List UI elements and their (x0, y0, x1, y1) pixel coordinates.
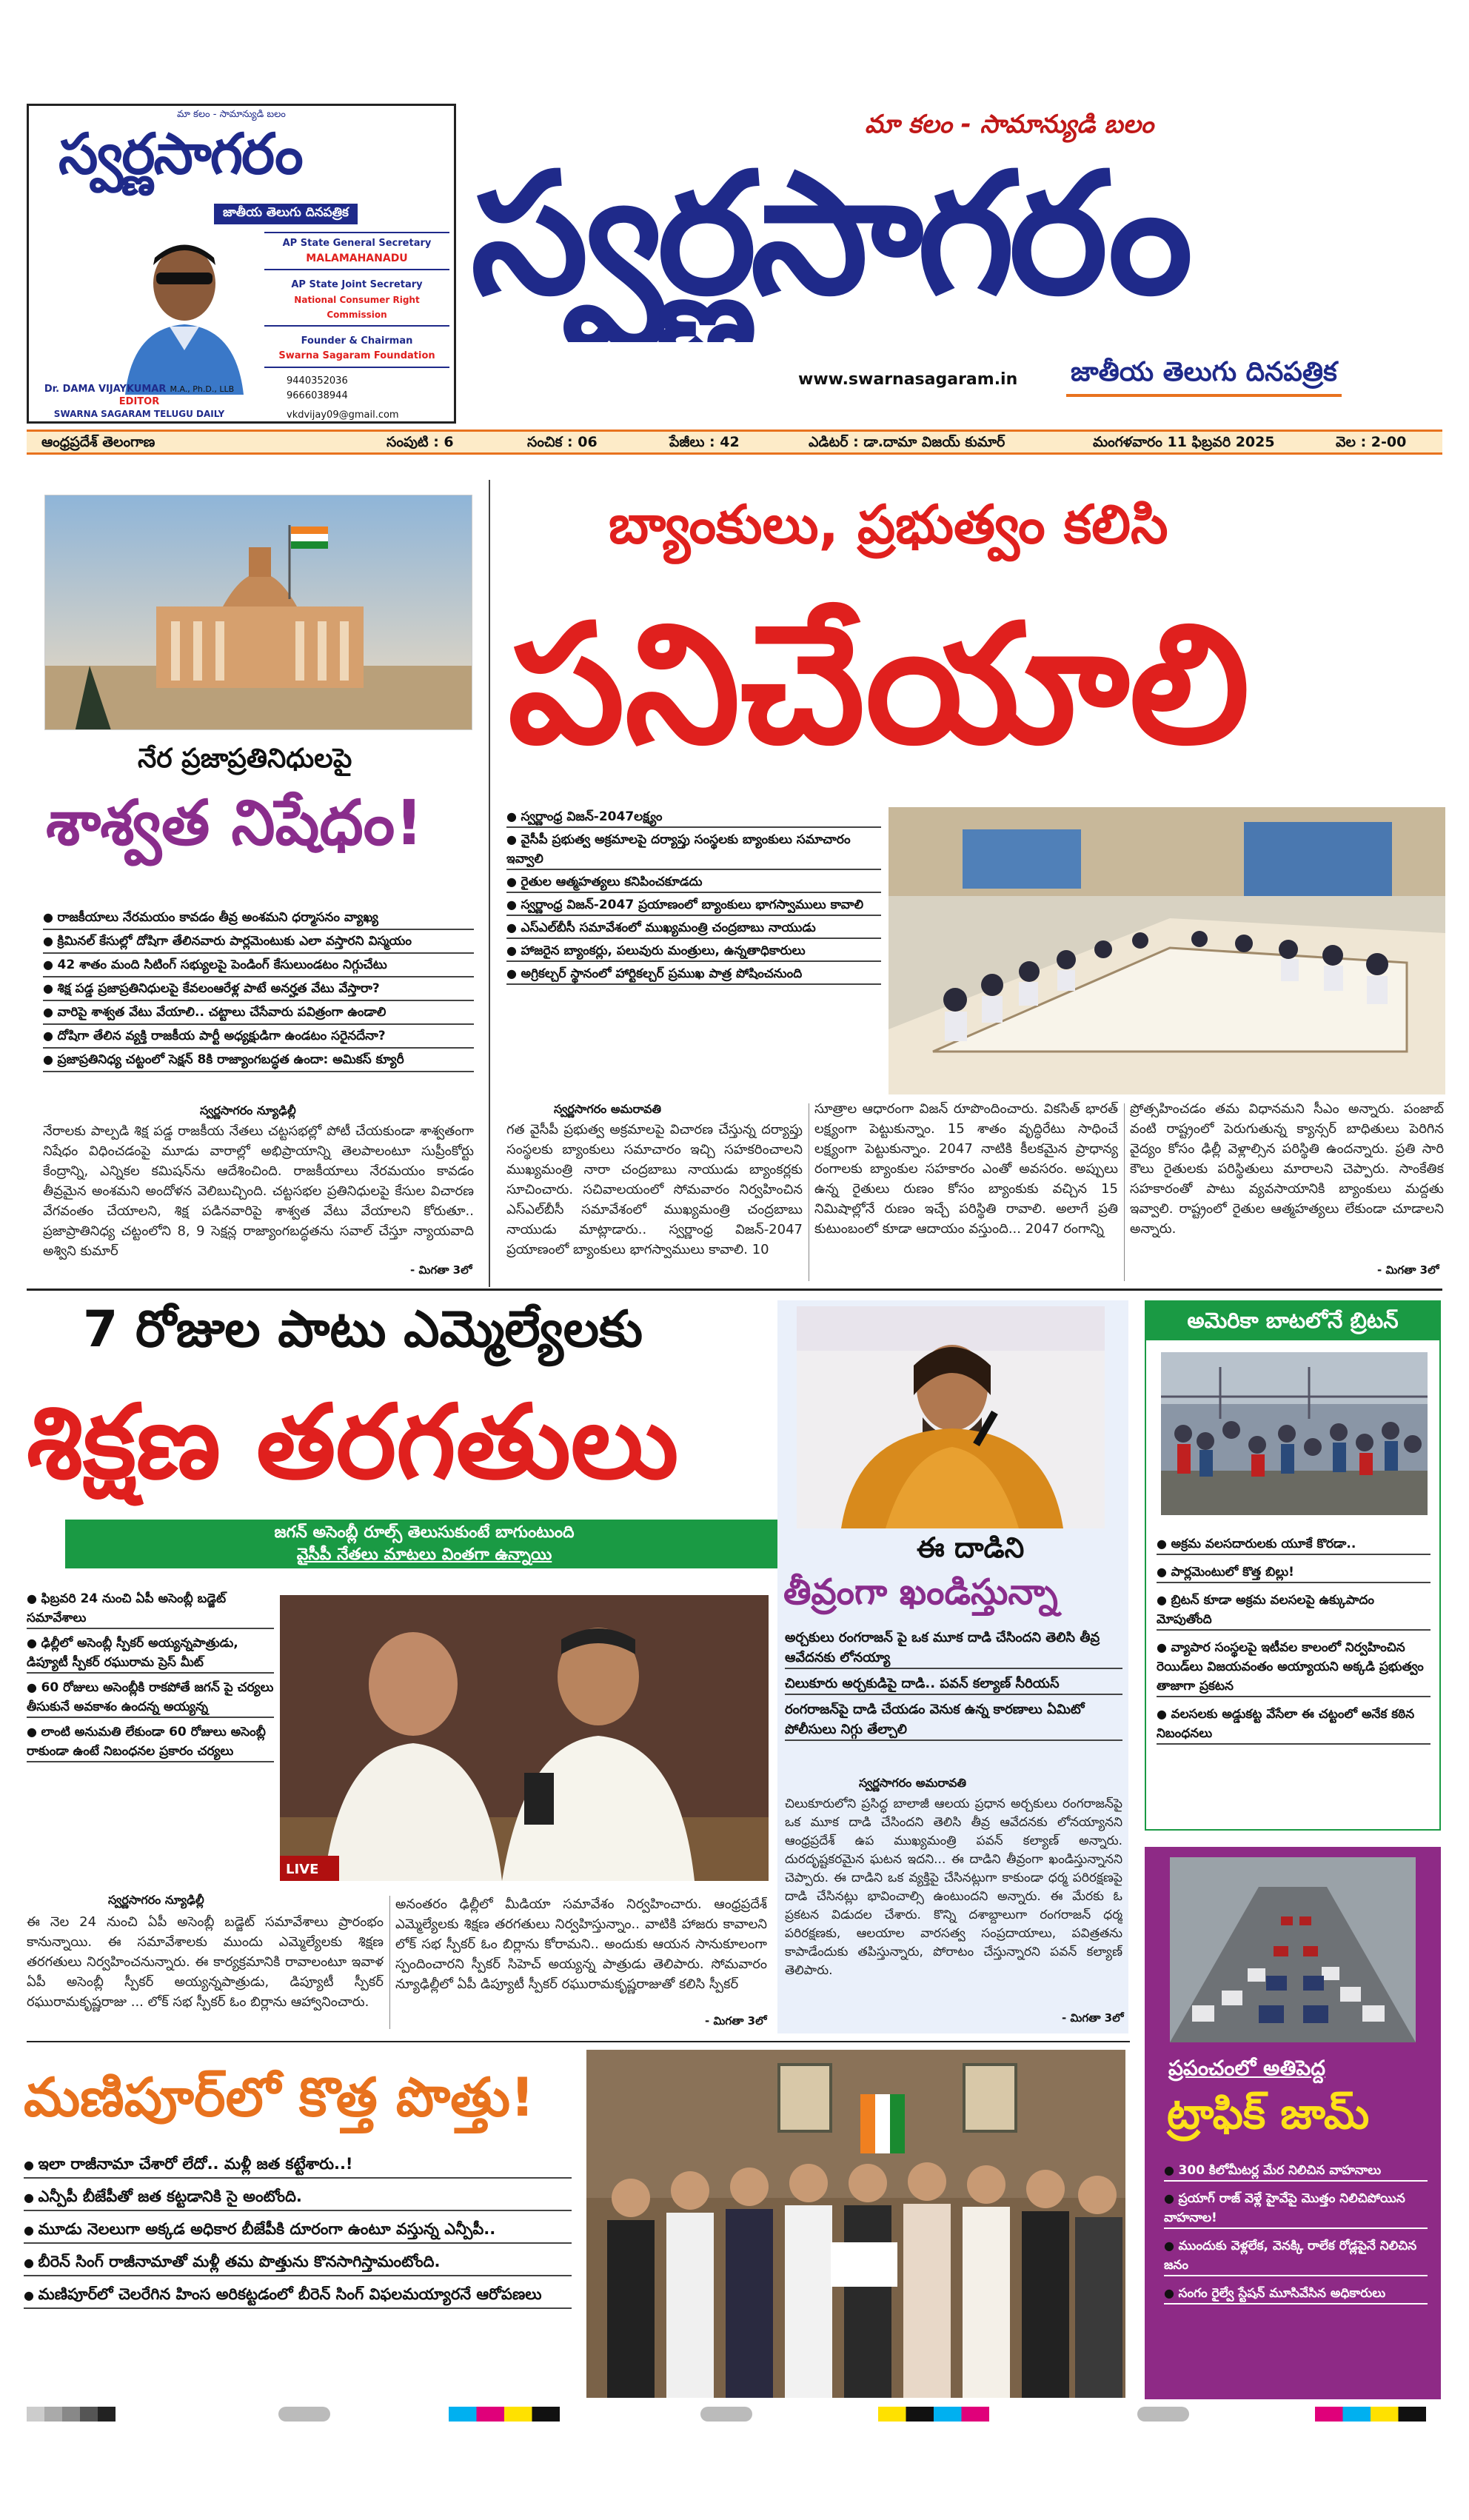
manipur-bullet: ● మూడు నెలలుగా అక్కడ అధికార బీజేపీకి దూరంగా ఉంటూ వస్తున్న ఎన్పీపీ.. (24, 2217, 572, 2244)
masthead-tagline: మా కలం - సామాన్యుడి బలం (865, 110, 1154, 139)
info-price: వెల : 2-00 (1336, 434, 1407, 450)
info-issue: సంచిక : 06 (527, 434, 598, 450)
lead-bullet: ● రైతుల ఆత్మహత్యలు కనిపించకూడదు (506, 872, 881, 893)
pawan-headline: తీవ్రంగా ఖండిస్తున్నా (783, 1571, 1058, 1613)
lead-bullet: ● స్వర్ణాంధ్ర విజన్-2047లక్ష్యం (506, 807, 881, 828)
ad-person: Dr. DAMA VIJAYKUMAR (44, 384, 167, 395)
ad-logo: స్వర్ణసాగరం (58, 121, 302, 187)
lead-bullet: ● స్వర్ణాంధ్ర విజన్-2047 ప్రయాణంలో బ్యాంకులు భాగస్వాములు కావాలి (506, 895, 881, 916)
masthead-website: www.swarnasagaram.in (798, 370, 1018, 389)
mla-dateline: స్వర్ణసాగరం న్యూఢిల్లీ (108, 1893, 204, 1907)
ad-tagline: మా కలం - సామాన్యుడి బలం (177, 109, 286, 120)
sc-contd: - మిగతా 3లో (406, 1263, 472, 1280)
ad-role3: Founder & Chairman (301, 335, 413, 347)
ad-daily: SWARNA SAGARAM TELUGU DAILY (53, 409, 225, 419)
sc-dateline: స్వర్ణసాగరం న్యూఢిల్లీ (200, 1103, 296, 1117)
info-pages: పేజీలు : 42 (669, 434, 740, 450)
ad-role2: AP State Joint Secretary (291, 279, 423, 290)
ad-phone2: 9666038944 (287, 390, 348, 401)
britain-bullet: ● వలసలకు అడ్డుకట్ట వేసేలా ఈ చట్టంలో అనేక కఠిన నిబంధనలు (1157, 1705, 1430, 1745)
traffic-bullet: ● సంగం రైల్వే స్టేషన్ మూసివేసిన అధికారులు (1164, 2284, 1428, 2305)
lead-bullet: ● అగ్రికల్చర్ స్థానంలో హార్టికల్చర్ ప్రముఖ పాత్ర పోషించనుంది (506, 964, 881, 985)
column-divider (1124, 1103, 1125, 1281)
sc-kicker: నేర ప్రజాప్రతినిధులపై (138, 743, 352, 774)
sc-body: నేరాలకు పాల్పడి శిక్ష పడ్డ రాజకీయ నేతలు చట్టసభల్లో పోటీ చేయకుండా శాశ్వతంగా నిషేధం విధించడంపై మూడు వారాల్లో అభిప్రాయాన్ని తెలపాలంటూ సుప్రీంకోర్టు కేంద్రాన్ని, ఎన్నికల కమిషన్‌ను ఆదేశించింది. రాజకీయాలు నేరమయం కావడం తీవ్రమైన అంశమని అందోళన వెలిబుచ్చింది. చట్టసభల ప్రతినిధులపై కేసుల విచారణ వేగవంతం చేయాలని, శిక్ష పడినవారిపై శాశ్వత వేటు వేయాలని కోరుతూ.. ప్రజాప్రాతినిధ్య చట్టంలోని 8, 9 సెక్షన్ల రాజ్యాంగబద్ధతను సవాల్ చేస్తూ న్యాయవాది అశ్విని కుమార్ (43, 1123, 474, 1259)
traffic-bullet: ● ముందుకు వెళ్లలేక, వెనక్కి రాలేక రోడ్లపైనే నిలిచిన జనం (1164, 2236, 1428, 2276)
mla-contd: - మిగతా 3లో (700, 2014, 767, 2031)
sc-bullet: ● శిక్ష పడ్డ ప్రజాప్రతినిధులపై కేవలంఆరేళ్ల పాటే అనర్హత వేటు వేస్తారా? (43, 977, 474, 1001)
lead-headline: పనిచేయాలి (508, 589, 1250, 781)
traffic-bullets (1164, 2161, 1428, 2305)
manipur-bullet: ● ఇలా రాజీనామా చేశారో లేదో.. మళ్లీ జత కట్టేశారు..! (24, 2152, 572, 2179)
section-divider (27, 1289, 1442, 1291)
lead-bullets (506, 807, 881, 985)
lead-bullet: ● ఎస్‌ఎల్‌బీసీ సమావేశంలో ముఖ్యమంత్రి చంద్రబాబు నాయుడు (506, 918, 881, 939)
masthead-logo: స్వర్ణసాగరం (471, 137, 1188, 332)
traffic-photo (1170, 1857, 1416, 2042)
pawan-bullets (785, 1628, 1122, 1741)
lead-dateline: స్వర్ణసాగరం అమరావతి (554, 1102, 661, 1116)
lead-contd: - మిగతా 3లో (1377, 1263, 1439, 1277)
lead-bullet: ● వైసీపీ ప్రభుత్వ అక్రమాలపై దర్యాప్తు సంస్థలకు బ్యాంకులు సమాచారం ఇవ్వాలి (506, 830, 881, 870)
lead-col1: గత వైసీపీ ప్రభుత్వ అక్రమాలపై విచారణ చేస్తున్న దర్యాప్తు సంస్థలకు బ్యాంకులు సమాచారం ఇచ్చి సహకరించాలని ముఖ్యమంత్రి నారా చంద్రబాబు నాయుడు బ్యాంకర్లకు సూచించారు. సచివాలయంలో సోమవారం నిర్వహించిన ఎస్‌ఎల్‌బీసీ సమావేశంలో ముఖ్యమంత్రి చంద్రబాబు నాయుడు మాట్లాడారు.. స్వర్ణాంధ్ర విజన్-2047 ప్రయాణంలో బ్యాంకులు భాగస్వాములు కావాలి. 10 (506, 1122, 803, 1257)
supreme-court-photo (44, 495, 472, 730)
mla-bullet: ● 60 రోజులు అసెంబ్లీకి రాకపోతే జగన్ పై చర్యలు తీసుకునే అవకాశం ఉందన్న అయ్యన్న (27, 1678, 274, 1718)
svg-text:LIVE: LIVE (286, 1862, 319, 1877)
migrants-photo (1161, 1352, 1428, 1515)
sc-bullets (43, 906, 474, 1072)
ad-subtitle: జాతీయ తెలుగు దినపత్రిక (214, 204, 358, 224)
lead-col2: సూత్రాల ఆధారంగా విజన్ రూపొందించారు. వికసిత్ భారత్ లక్ష్యంగా పెట్టుకున్నాం. 15 శాతం వృద్ధిరేటు సాధించే లక్ష్యంగా పెట్టుకున్నాం. 2047 నాటికి కీలకమైన ప్రాధాన్య రంగాలకు బ్యాంకుల సహకారం ఎంతో అవసరం. అప్పులు ఉన్న రైతులు రుణం కోసం బ్యాంకుకు వచ్చిన 15 నిమిషాల్లోనే రుణం ఇచ్చే పరిస్థితి రావాలి. అలాగే ప్రతి కుటుంబంలో కూడా ఆదాయం వస్తుంది... 2047 రంగాన్ని (814, 1101, 1118, 1237)
pawan-body: చిలుకూరులోని ప్రసిద్ధ బాలాజీ ఆలయ ప్రధాన అర్చకులు రంగరాజన్‌పై ఒక మూక దాడి చేసిందని తెలిసి తీవ్ర ఆవేదనకు లోనయ్యానని ఆంధ్రప్రదేశ్ ఉప ముఖ్యమంత్రి పవన్ కల్యాణ్ అన్నారు. దురదృష్టకరమైన ఘటన ఇదని... ఈ దాడిని తీవ్రంగా ఖండిస్తున్నానని చెప్పారు. ఈ దాడిని ఒక వ్యక్తిపై చేసినట్లుగా కాకుండా ధర్మ పరిరక్షణపై దాడి చేసినట్లు భావించాల్సి ఉంటుందని అన్నారు. ఈ మేరకు ఓ ప్రకటన విడుదల చేశారు. కొన్ని దశాబ్దాలుగా రంగరాజన్ ధర్మ పరిరక్షణకు, ఆలయాల వారసత్వ సంప్రదాయాలు, పవిత్రతను కాపాడేందుకు తపిస్తున్నారు, పోరాటం చేస్తున్నారని పవన్ కల్యాణ్ తెలిపారు. (785, 1797, 1122, 1978)
manipur-bullet: ● మణిపూర్‌లో చెలరేగిన హింస అరికట్టడంలో బీరెన్ సింగ్ విఫలమయ్యారనే ఆరోపణలు (24, 2282, 572, 2309)
mla-kicker: 7 రోజుల పాటు ఎమ్మెల్యేలకు (83, 1300, 643, 1359)
ad-role1: AP State General Secretary (282, 238, 432, 249)
ad-roles (264, 232, 449, 423)
meeting-photo (889, 807, 1445, 1094)
masthead-subtitle: జాతీయ తెలుగు దినపత్రిక (1066, 357, 1342, 397)
ad-email: vkdvijay09@gmail.com (287, 410, 399, 421)
britain-bullets (1157, 1534, 1430, 1745)
ad-phone1: 9440352036 (287, 375, 348, 387)
britain-bullet: ● వ్యాపార సంస్థలపై ఇటీవల కాలంలో నిర్వహించిన రెయిడ్‌లు విజయవంతం అయ్యాయని అక్కడి ప్రభుత్వం తాజాగా ప్రకటన (1157, 1638, 1430, 1697)
mla-headline: శిక్షణ తరగతులు (27, 1383, 679, 1502)
traffic-bullet: ● ప్రయాగ్ రాజ్ వెళ్లే హైవేపై మొత్తం నిలిచిపోయిన వాహనాల! (1164, 2189, 1428, 2229)
mla-strap1: జగన్ అసెంబ్లీ రూల్స్ తెలుసుకుంటే బాగుంటుంది (274, 1523, 575, 1542)
ad-org2: National Consumer Right Commission (294, 295, 420, 320)
mla-strap (65, 1520, 783, 1568)
mla-bullet: ● ఫిబ్రవరి 24 నుంచి ఏపీ అసెంబ్లీ బడ్జెట్ సమావేశాలు (27, 1589, 274, 1629)
sc-bullet: ● దోషిగా తేలిన వ్యక్తి రాజకీయ పార్టీ అధ్యక్షుడిగా ఉండటం సరైనదేనా? (43, 1025, 474, 1049)
ad-degree: M.A., Ph.D., LLB (170, 384, 235, 394)
manipur-bullet: ● బీరెన్ సింగ్ రాజీనామాతో మళ్లీ తమ పొత్తును కొనసాగిస్తామంటోంది. (24, 2250, 572, 2276)
mla-bullet: ● లాంటి అనుమతి లేకుండా 60 రోజులు అసెంబ్లీ రాకుండా ఉంటే నిబంధనల ప్రకారం చర్యలు (27, 1722, 274, 1762)
sc-bullet: ● ప్రజాప్రతినిధ్య చట్టంలో సెక్షన్ 8కి రాజ్యాంగబద్ధత ఉందా: అమికస్ క్యూరీ (43, 1049, 474, 1072)
sc-bullet: ● 42 శాతం మంది సిటింగ్ సభ్యులపై పెండింగ్ కేసులుండటం నిగ్గుచేటు (43, 954, 474, 977)
manipur-headline: మణిపూర్‌లో కొత్త పొత్తు! (24, 2066, 535, 2128)
lead-bullet: ● హాజరైన బ్యాంకర్లు, పలువురు మంత్రులు, ఉన్నతాధికారులు (506, 941, 881, 962)
info-editor: ఎడిటర్ : డా.దామా విజయ్ కుమార్ (809, 434, 1005, 450)
info-volume: సంపుటి : 6 (387, 434, 454, 450)
pawan-dateline: స్వర్ణసాగరం అమరావతి (859, 1776, 966, 1790)
ad-org1: MALAMAHANADU (306, 253, 408, 264)
section-divider (27, 2041, 1130, 2042)
sc-headline: శాశ్వత నిషేధం! (46, 786, 424, 859)
mla-bullets (27, 1589, 274, 1762)
manipur-bullets (24, 2152, 572, 2309)
manipur-bullet: ● ఎన్పీపీ బీజేపీతో జత కట్టడానికి సై అంటోంది. (24, 2185, 572, 2211)
britain-bullet: ● పార్లమెంటులో కొత్త బిల్లు! (1157, 1563, 1430, 1583)
masthead-ad (27, 104, 456, 424)
britain-bullet: ● బ్రిటన్ కూడా అక్రమ వలసలపై ఉక్కుపాదం మోపుతోంది (1157, 1591, 1430, 1631)
ad-org3: Swarna Sagaram Foundation (278, 350, 435, 361)
traffic-headline: ట్రాఫిక్ జామ్ (1167, 2088, 1370, 2139)
lead-kicker: బ్యాంకులు, ప్రభుత్వం కలిసి (609, 493, 1168, 555)
sc-bullet: ● వారిపై శాశ్వత వేటు వేయాలి.. చట్టాలు చేసేవారు పవిత్రంగా ఉండాలి (43, 1001, 474, 1025)
mla-strap2: వైసీపీ నేతలు మాటలు వింతగా ఉన్నాయి (296, 1545, 552, 1564)
manipur-photo (586, 2050, 1125, 2398)
mla-bullet: ● ఢిల్లీలో అసెంబ్లీ స్పీకర్ అయ్యన్నపాత్రుడు, డిప్యూటీ స్పీకర్ రఘురామ ప్రెస్ మీట్ (27, 1634, 274, 1674)
britain-headline: అమెరికా బాటలోనే బ్రిటన్ (1145, 1300, 1441, 1340)
britain-bullet: ● అక్రమ వలసదారులకు యూకే కొరడా.. (1157, 1534, 1430, 1555)
mla-col1: ఈ నెల 24 నుంచి ఏపీ అసెంబ్లీ బడ్జెట్ సమావేశాలు ప్రారంభం కానున్నాయి. ఈ సమావేశాలకు ముందు ఎమ్మెల్యేలకు శిక్షణ తరగతులు నిర్వహించనున్నారు. ఈ కార్యక్రమానికి రావాలంటూ ఇవాళ ఏపీ అసెంబ్లీ స్పీకర్ అయ్యన్నపాత్రుడు, డిప్యూటీ స్పీకర్ రఘురామకృష్ణరాజు ... లోక్ సభ స్పీకర్ ఓం బిర్లాను ఆహ్వానించారు. (27, 1914, 384, 2010)
pawan-bullet: రంగరాజన్‌పై దాడి చేయడం వెనుక ఉన్న కారణాలు ఏమిటో పోలీసులు నిగ్గు తేల్చాలి (785, 1700, 1122, 1741)
info-date: మంగళవారం 11 ఫిబ్రవరి 2025 (1093, 434, 1275, 450)
registration-marks (27, 2404, 1442, 2424)
traffic-kicker: ప్రపంచంలో అతిపెద్ద (1168, 2056, 1326, 2080)
ad-person-block (39, 381, 239, 421)
column-divider (389, 1896, 390, 2029)
pawan-photo (797, 1306, 1105, 1528)
pawan-contd: - మిగతా 3లో (1057, 2011, 1124, 2028)
editor-photo (110, 232, 258, 395)
info-bar (27, 430, 1442, 455)
sc-bullet: ● రాజకీయాలు నేరమయం కావడం తీవ్ర అంశమని ధర్మాసనం వ్యాఖ్య (43, 906, 474, 930)
lead-col3: ప్రోత్సహించడం తమ విధానమని సీఎం అన్నారు. పంజాబ్ వంటి రాష్ట్రంలో పెరుగుతున్న క్యాన్సర్ బాధితులు పెరిగిన వైద్యం కోసం ఢిల్లీ వెళ్లాల్సిన పరిస్థితి ఉందన్నారు. ప్రతి సారి కౌలు రైతులకు పరిస్థితులు మారాలని చెప్పారు. సాంకేతిక సహకారంతో పాటు వ్యవసాయానికి బ్యాంకులు మద్దతు ఇవ్వాలి. రాష్ట్రంలో రైతుల ఆత్మహత్యలు లేకుండా చూడాలని అన్నారు. (1130, 1101, 1444, 1237)
info-states: ఆంధ్రప్రదేశ్ తెలంగాణ (41, 434, 155, 450)
pawan-bullet: అర్చకులు రంగరాజన్ పై ఒక మూక దాడి చేసిందని తెలిసి తీవ్ర ఆవేదనకు లోనయ్యా (785, 1628, 1122, 1669)
column-divider (489, 480, 490, 1287)
pawan-bullet: చిలుకూరు అర్చకుడిపై దాడి.. పవన్ కల్యాణ్ సీరియస్ (785, 1674, 1122, 1695)
sc-bullet: ● క్రిమినల్ కేసుల్లో దోషిగా తేలినవారు పార్లమెంటుకు ఎలా వస్తారని విస్మయం (43, 930, 474, 954)
ad-editor: EDITOR (118, 396, 160, 407)
mla-col2: అనంతరం ఢిల్లీలో మీడియా సమావేశం నిర్వహించారు. ఆంధ్రప్రదేశ్ ఎమ్మెల్యేలకు శిక్షణ తరగతులు నిర్వహిస్తున్నాం.. వాటికి హాజరు కావాలని లోక్ సభ స్పీకర్ ఓం బిర్లాను కోరామని.. అందుకు ఆయన సానుకూలంగా స్పందించారని స్పీకర్ సిహెచ్ అయ్యన్న పాత్రుడు తెలిపారు. సోమవారం న్యూఢిల్లీలో ఏపీ డిప్యూటీ స్పీకర్ రఘురామకృష్ణరాజుతో కలిసి స్పీకర్ (395, 1896, 767, 1992)
pawan-kicker: ఈ దాడిని (917, 1531, 1025, 1564)
traffic-bullet: ● 300 కిలోమీటర్ల మేర నిలిచిన వాహనాలు (1164, 2161, 1428, 2182)
speakers-photo (280, 1595, 769, 1881)
